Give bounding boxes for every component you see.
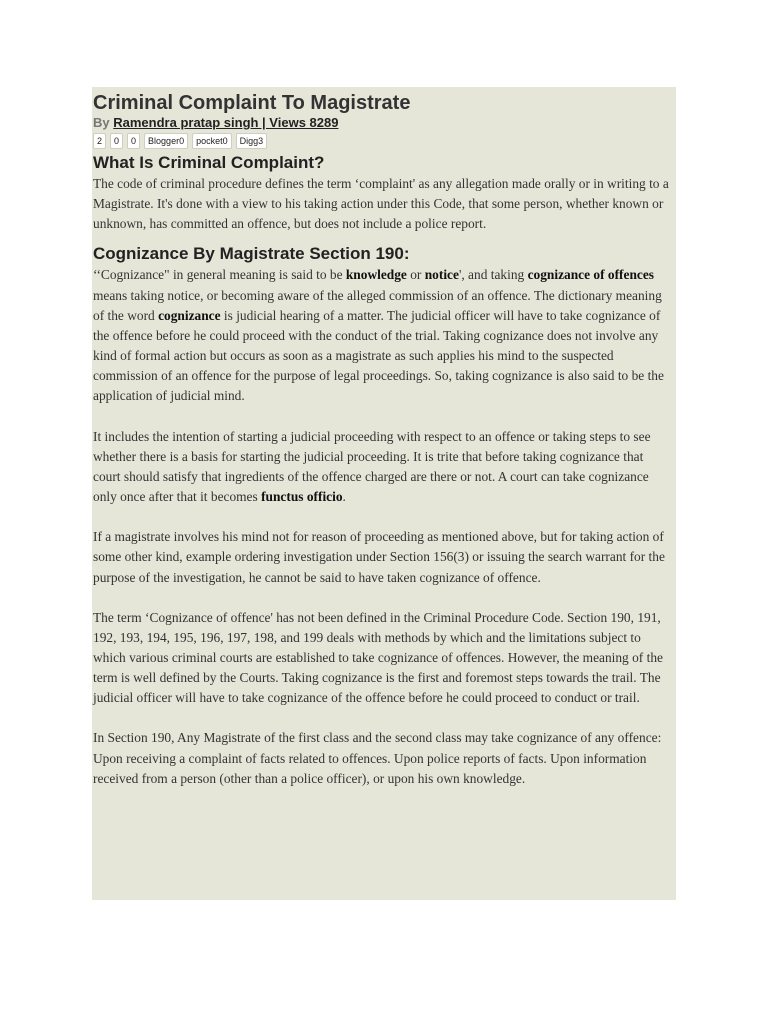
heading-cognizance-section-190: Cognizance By Magistrate Section 190: (93, 244, 410, 264)
share-buttons (93, 133, 674, 149)
text-run: means taking notice, or becoming aware of the alleged commission of an offence. The dictionary meaning of the word (93, 287, 662, 323)
by-label: By (93, 115, 110, 130)
pocket-share-button[interactable]: pocket0 (192, 133, 232, 149)
heading-what-is-criminal-complaint: What Is Criminal Complaint? (93, 153, 325, 172)
bold-term-notice: notice (424, 267, 459, 283)
author-views-link[interactable]: Ramendra pratap singh | Views 8289 (113, 115, 339, 130)
text-run: is judicial hearing of a matter. The judicial officer will have to take cognizance of the offence before he could proceed with the conduct of the trial. Taking cognizance does not involve any kind of formal action but occurs as soon as a magistrate as such applies his mind to the suspected commission of an offence for the purpose of legal proceedings. So, taking cognizance is also said to be the application of judicial mind. (93, 307, 664, 404)
digg-share-button[interactable]: Digg3 (236, 133, 268, 149)
paragraph-section-190: In Section 190, Any Magistrate of the first class and the second class may take cognizance of any offence: (93, 730, 662, 746)
article-title: Criminal Complaint To Magistrate (93, 92, 411, 114)
paragraph-judicial-proceeding (93, 427, 674, 508)
text-run: or (406, 267, 425, 283)
paragraph-cognizance-of-offence: The term ‘Cognizance of offence' has not been defined in the Criminal Procedure Code. Section 190, 191, 192, 193, 194, 195, 196, 197, 198, and 199 deals with methods by which and the limitations subject to which various criminal courts are established to take cognizance of offences. However, the meaning of the term is well defined by the Courts. Taking cognizance is the first and foremost steps towards the trail. The judicial officer will have to take cognizance of the offence before he could proceed to conduct or trail. (93, 609, 663, 706)
document-page (92, 87, 676, 900)
paragraph-complaint-definition: The code of criminal procedure defines the term ‘complaint' as any allegation made orally or in writing to a Magistrate. It's done with a view to his taking action under this Code, that some person, whether known or unknown, has committed an offence, but does not include a police report. (93, 176, 669, 232)
paragraph-cognizance-methods: Upon receiving a complaint of facts related to offences. Upon police reports of facts. Upon information received from a person (other than a police officer), or upon his own knowledge. (93, 750, 647, 786)
text-run: . (342, 489, 346, 505)
bold-term-knowledge: knowledge (345, 267, 407, 283)
bold-term-cognizance-of-offences: cognizance of offences (527, 267, 654, 283)
bold-term-cognizance: cognizance (158, 307, 221, 323)
text-run: ‘‘Cognizance" in general meaning is said to be (93, 267, 346, 283)
byline (93, 115, 674, 131)
text-run: ', and taking (458, 267, 528, 283)
share-count-3[interactable]: 0 (127, 133, 140, 149)
blogger-share-button[interactable]: Blogger0 (144, 133, 188, 149)
paragraph-magistrate-action: If a magistrate involves his mind not for reason of proceeding as mentioned above, but for taking action of some other kind, example ordering investigation under Section 156(3) or issuing the search warrant for the purpose of the investigation, he cannot be said to have taken cognizance of offence. (93, 529, 665, 585)
share-count-1[interactable]: 2 (93, 133, 106, 149)
share-count-2[interactable]: 0 (110, 133, 123, 149)
bold-term-functus-officio: functus officio (261, 489, 343, 505)
text-run: It includes the intention of starting a judicial proceeding with respect to an offence or taking steps to see whether there is a basis for starting the judicial proceeding. It is trite that before taking cognizance that court should satisfy that ingredients of the offence charged are there or not. A court can take cognizance only once after that it becomes (93, 428, 651, 505)
paragraph-cognizance-meaning (93, 265, 674, 406)
